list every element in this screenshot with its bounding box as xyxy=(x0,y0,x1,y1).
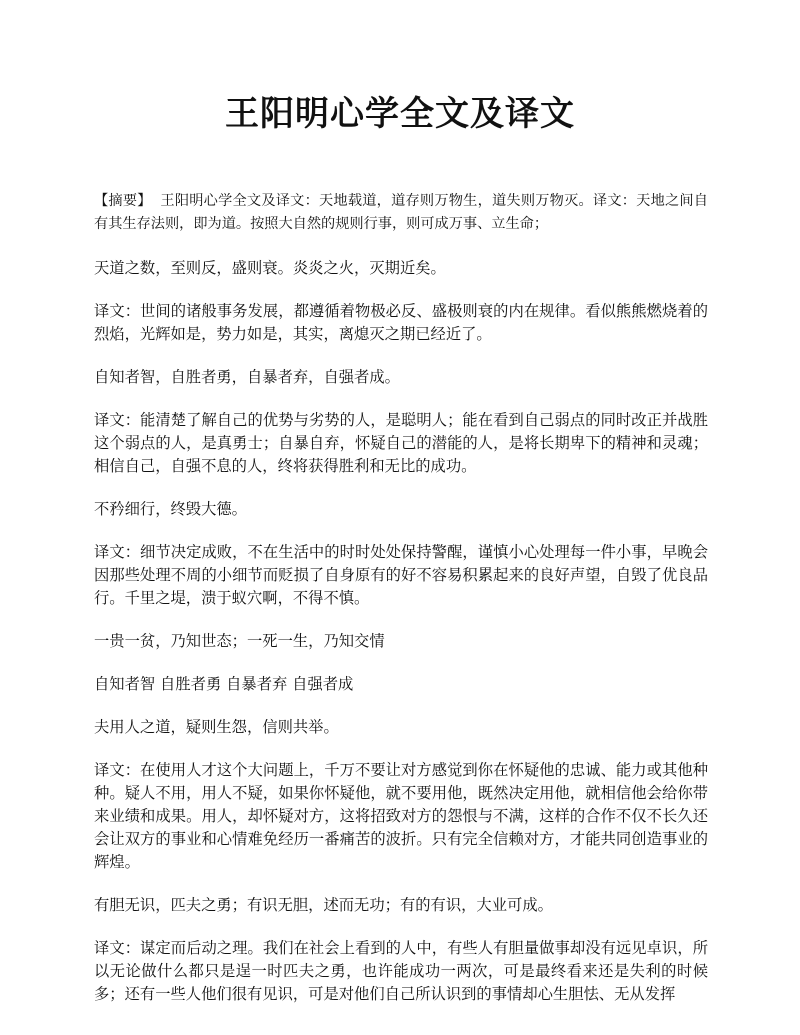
text-paragraph: 夫用人之道，疑则生怨，信则共举。 xyxy=(94,718,339,736)
text-paragraph: 有胆无识，匹夫之勇；有识无胆，述而无功；有的有识，大业可成。 xyxy=(94,896,553,914)
page-title: 王阳明心学全文及译文 xyxy=(225,94,575,134)
translation-paragraph: 译文：细节决定成败，不在生活中的时时处处保持警醒，谨慎小心处理每一件小事，早晚会因那些处理不周的小细节而贬损了自身原有的好不容易积累起来的良好声望，自毁了优良品行。千里之堤，溃于蚁穴啊，不得不慎。 xyxy=(94,543,708,607)
abstract-paragraph: 【摘要】 王阳明心学全文及译文：天地载道，道存则万物生，道失则万物灭。译文：天地之间自有其生存法则，即为道。按照大自然的规则行事，则可成万事、立生命； xyxy=(94,193,708,232)
text-paragraph: 天道之数，至则反，盛则衰。炎炎之火，灭期近矣。 xyxy=(94,259,446,277)
text-paragraph: 自知者智，自胜者勇，自暴者弃，自强者成。 xyxy=(94,368,400,386)
translation-paragraph: 译文：在使用人才这个大问题上，千万不要让对方感觉到你在怀疑他的忠诚、能力或其他种种。疑人不用，用人不疑，如果你怀疑他，就不要用他，既然决定用他，就相信他会给你带来业绩和成果。用人，却怀疑对方，这将招致对方的怨恨与不满，这样的合作不仅不长久还会让双方的事业和心情难免经历一番痛苦的波折。只有完全信赖对方，才能共同创造事业的辉煌。 xyxy=(94,761,708,871)
translation-paragraph: 译文：世间的诸般事务发展，都遵循着物极必反、盛极则衰的内在规律。看似熊熊燃烧着的烈焰，光辉如是，势力如是，其实，离熄灭之期已经近了。 xyxy=(94,302,708,343)
document-body xyxy=(94,190,708,1026)
text-paragraph: 不矜细行，终毁大德。 xyxy=(94,500,247,518)
translation-paragraph: 译文：谋定而后动之理。我们在社会上看到的人中，有些人有胆量做事却没有远见卓识，所以无论做什么都只是逞一时匹夫之勇，也许能成功一两次，可是最终看来还是失利的时候多；还有一些人他们很有见识，可是对他们自己所认识到的事情却心生胆怯、无从发挥 xyxy=(94,939,708,1003)
translation-paragraph: 译文：能清楚了解自己的优势与劣势的人，是聪明人；能在看到自己弱点的同时改正并战胜这个弱点的人，是真勇士；自暴自弃，怀疑自己的潜能的人，是将长期卑下的精神和灵魂；相信自己，自强不息的人，终将获得胜利和无比的成功。 xyxy=(94,411,708,475)
text-paragraph: 自知者智 自胜者勇 自暴者弃 自强者成 xyxy=(94,675,354,693)
text-paragraph: 一贵一贫，乃知世态；一死一生，乃知交情 xyxy=(94,632,385,650)
